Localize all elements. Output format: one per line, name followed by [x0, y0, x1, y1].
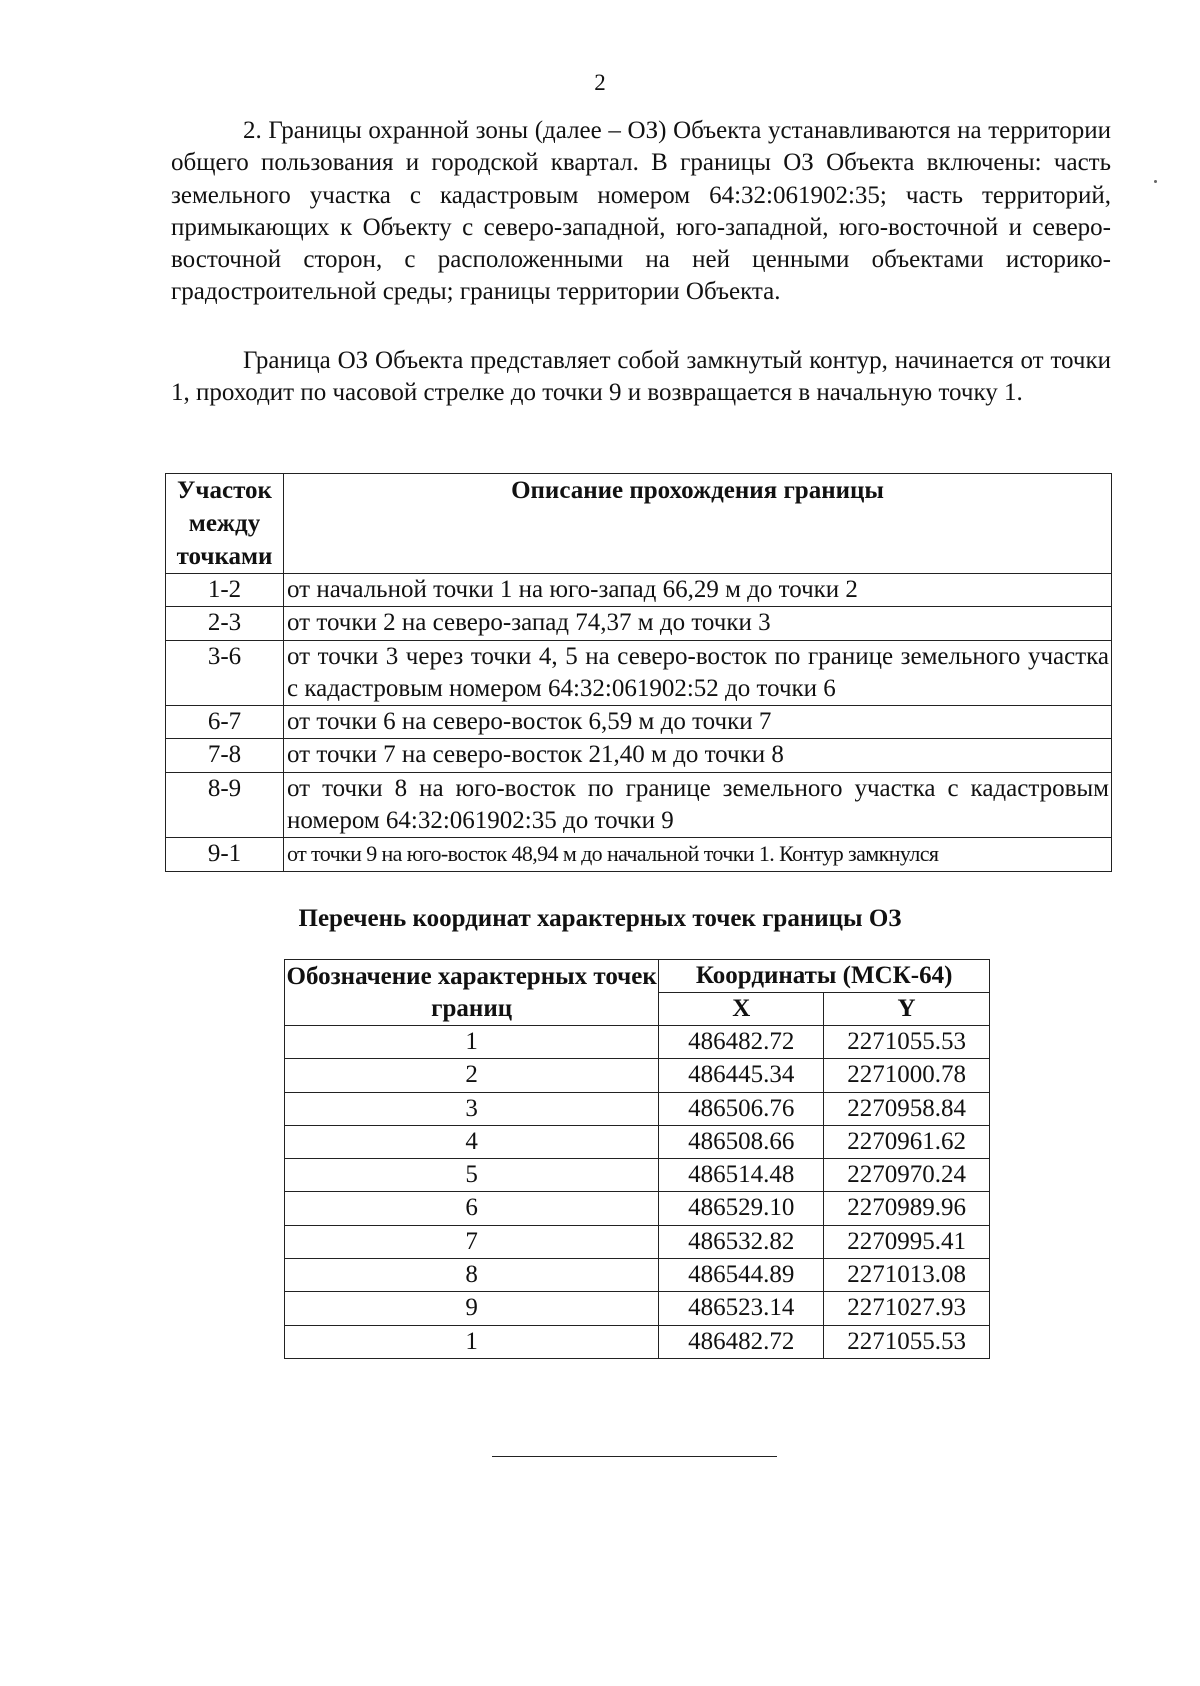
point-cell: 5: [285, 1159, 659, 1192]
point-cell: 1: [285, 1026, 659, 1059]
y-column-header: Y: [824, 993, 990, 1026]
coords-column-header: Координаты (МСК-64): [659, 960, 990, 993]
x-cell: 486544.89: [659, 1259, 824, 1292]
point-column-header: Обозначение характерных точек границ: [285, 960, 659, 1026]
table-row: [285, 1159, 990, 1192]
coords-title: Перечень координат характерных точек границы ОЗ: [298, 905, 902, 932]
y-cell: 2271013.08: [824, 1259, 990, 1292]
segment-cell: 1-2: [166, 574, 284, 607]
x-cell: 486532.82: [659, 1225, 824, 1258]
x-cell: 486445.34: [659, 1059, 824, 1092]
y-cell: 2270958.84: [824, 1092, 990, 1125]
paragraph-contour: Граница ОЗ Объекта представляет собой замкнутый контур, начинается от точки 1, проходит по часовой стрелке до точки 9 и возвращается в начальную точку 1.: [171, 347, 1111, 407]
description-cell: от начальной точки 1 на юго-запад 66,29 м до точки 2: [284, 574, 1112, 607]
description-column-header: Описание прохождения границы: [284, 474, 1112, 574]
y-cell: 2271027.93: [824, 1292, 990, 1325]
description-cell: от точки 6 на северо-восток 6,59 м до точки 7: [284, 706, 1112, 739]
segment-cell: 7-8: [166, 739, 284, 772]
point-cell: 6: [285, 1192, 659, 1225]
segment-cell: 6-7: [166, 706, 284, 739]
y-cell: 2271000.78: [824, 1059, 990, 1092]
description-cell: от точки 7 на северо-восток 21,40 м до точки 8: [284, 739, 1112, 772]
coords-table: [284, 959, 990, 1359]
page-number: 2: [594, 70, 606, 95]
table-row: [166, 640, 1112, 706]
table-row: [166, 574, 1112, 607]
point-cell: 3: [285, 1092, 659, 1125]
y-cell: 2271055.53: [824, 1325, 990, 1358]
segment-cell: 2-3: [166, 607, 284, 640]
paragraph-boundaries: 2. Границы охранной зоны (далее – ОЗ) Объекта устанавливаются на территории общего пользования и городской квартал. В границы ОЗ Объекта включены: часть земельного участка с кадастровым номером 64:32:061902:35; часть территорий, примыкающих к Объекту с северо-западной, юго-западной, юго-восточной и северо-восточной сторон, с расположенными на ней ценными объектами историко-градостроительной среды; границы территории Объекта.: [171, 117, 1111, 306]
y-cell: 2270995.41: [824, 1225, 990, 1258]
segment-cell: 3-6: [166, 640, 284, 706]
x-cell: 486506.76: [659, 1092, 824, 1125]
table-row: [285, 1225, 990, 1258]
table-row: [166, 838, 1112, 871]
table-row: [285, 1325, 990, 1358]
table-row: [285, 1259, 990, 1292]
x-cell: 486514.48: [659, 1159, 824, 1192]
table-row: [285, 1059, 990, 1092]
x-cell: 486482.72: [659, 1026, 824, 1059]
coords-header-row: [285, 960, 990, 993]
table-row: [285, 1125, 990, 1158]
y-cell: 2270989.96: [824, 1192, 990, 1225]
table-row: [285, 1192, 990, 1225]
y-cell: 2270970.24: [824, 1159, 990, 1192]
segment-column-header: Участок между точками: [166, 474, 284, 574]
point-cell: 9: [285, 1292, 659, 1325]
table-row: [285, 1092, 990, 1125]
x-cell: 486529.10: [659, 1192, 824, 1225]
segments-header-row: [166, 474, 1112, 574]
table-row: [166, 739, 1112, 772]
y-cell: 2270961.62: [824, 1125, 990, 1158]
table-row: [285, 1026, 990, 1059]
table-row: [166, 772, 1112, 838]
scan-speck: [1154, 180, 1157, 183]
x-cell: 486508.66: [659, 1125, 824, 1158]
point-cell: 2: [285, 1059, 659, 1092]
x-cell: 486523.14: [659, 1292, 824, 1325]
point-cell: 8: [285, 1259, 659, 1292]
end-divider: [492, 1456, 777, 1457]
segment-cell: 8-9: [166, 772, 284, 838]
point-cell: 4: [285, 1125, 659, 1158]
table-row: [166, 607, 1112, 640]
segments-table: [165, 473, 1112, 872]
description-cell: от точки 9 на юго-восток 48,94 м до начальной точки 1. Контур замкнулся: [284, 838, 1112, 871]
description-cell: от точки 3 через точки 4, 5 на северо-восток по границе земельного участка с кадастровым номером 64:32:061902:52 до точки 6: [284, 640, 1112, 706]
x-column-header: X: [659, 993, 824, 1026]
description-cell: от точки 2 на северо-запад 74,37 м до точки 3: [284, 607, 1112, 640]
point-cell: 7: [285, 1225, 659, 1258]
table-row: [285, 1292, 990, 1325]
table-row: [166, 706, 1112, 739]
description-cell: от точки 8 на юго-восток по границе земельного участка с кадастровым номером 64:32:061902:35 до точки 9: [284, 772, 1112, 838]
x-cell: 486482.72: [659, 1325, 824, 1358]
point-cell: 1: [285, 1325, 659, 1358]
segment-cell: 9-1: [166, 838, 284, 871]
y-cell: 2271055.53: [824, 1026, 990, 1059]
